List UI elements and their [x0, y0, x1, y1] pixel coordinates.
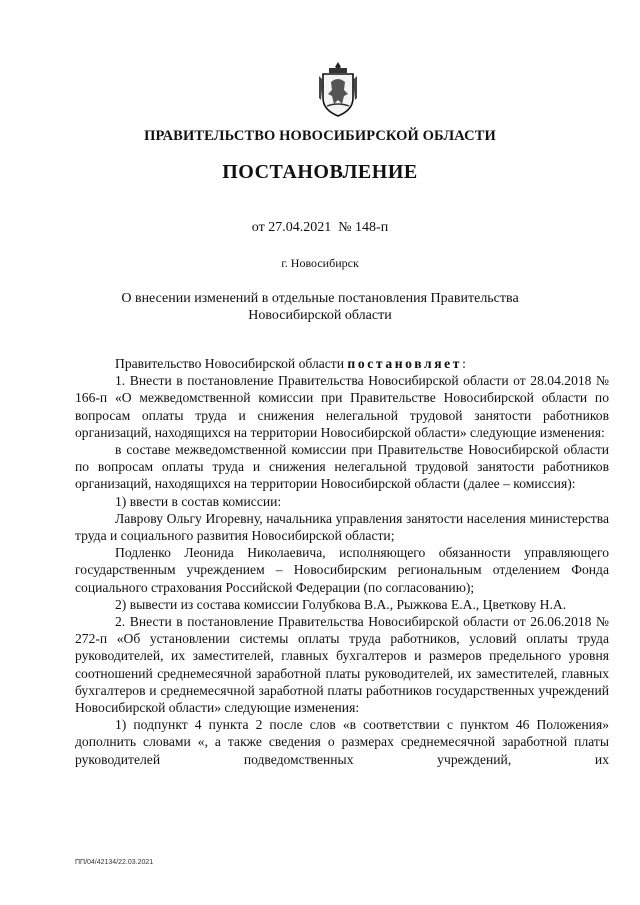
paragraph: Лаврову Ольгу Игоревну, начальника управления занятости населения министерства труда и социального развития Новосибирской области;	[75, 510, 609, 544]
organization-title: ПРАВИТЕЛЬСТВО НОВОСИБИРСКОЙ ОБЛАСТИ	[144, 128, 496, 144]
intro-paragraph	[75, 355, 609, 372]
paragraph: 1) подпункт 4 пункта 2 после слов «в соответствии с пунктом 46 Положения» дополнить словами «, а также сведения о размерах среднемесячной заработной платы руководителей подведомственных учреждений, их	[75, 717, 609, 767]
document-subject	[60, 290, 580, 324]
city-line: г. Новосибирск	[281, 256, 359, 270]
paragraph: в составе межведомственной комиссии при Правительстве Новосибирской области по вопросам оплаты труда и снижения нелегальной трудовой занятости работников организаций, находящихся на территории Новосибирской области (далее – комиссия):	[75, 442, 609, 492]
intro-verb: постановляет	[347, 356, 463, 371]
paragraph: 1) ввести в состав комиссии:	[115, 493, 282, 509]
intro-end: :	[462, 356, 466, 371]
footer-doc-code: ПП/04/42134/22.03.2021	[75, 859, 154, 866]
intro-lead: Правительство Новосибирской области	[115, 356, 348, 371]
date-and-number: от 27.04.2021 № 148-п	[251, 220, 389, 235]
coat-of-arms-emblem	[318, 60, 358, 118]
paragraph: 2. Внести в постановление Правительства Новосибирской области от 26.06.2018 № 272-п «Об установлении системы оплаты труда работников, условий оплаты труда руководителей, их заместителей, главных бухгалтеров и размеров предельного уровня соотношений среднемесячной заработной платы руководителей, их заместителей, главных бухгалтеров и среднемесячной заработной платы работников государственных учреждений Новосибирской области» следующие изменения:	[75, 614, 609, 716]
document-type-title: ПОСТАНОВЛЕНИЕ	[222, 161, 418, 183]
paragraph: Подленко Леонида Николаевича, исполняющего обязанности управляющего государственным учреждением – Новосибирским региональным отделением Фонда социального страхования Российской Федерации (по согласованию);	[75, 545, 609, 595]
subject-text: О внесении изменений в отдельные постановления Правительства Новосибирской области	[121, 291, 519, 323]
paragraph: 1. Внести в постановление Правительства Новосибирской области от 28.04.2018 № 166-п «О межведомственной комиссии при Правительстве Новосибирской области по вопросам оплаты труда и снижения нелегальной трудовой занятости работников организаций, находящихся на территории Новосибирской области» следующие изменения:	[75, 373, 609, 440]
paragraph: 2) вывести из состава комиссии Голубкова В.А., Рыжкова Е.А., Цветкову Н.А.	[115, 596, 567, 612]
document-body	[75, 355, 609, 768]
